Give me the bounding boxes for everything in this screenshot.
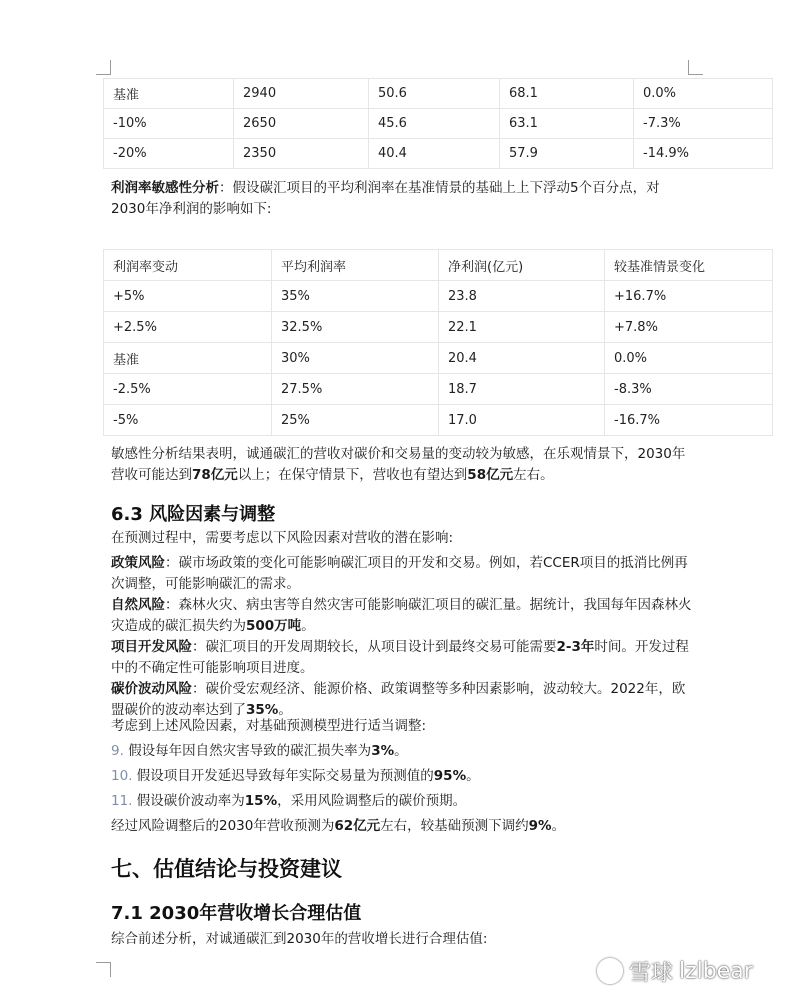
text-run: 。 xyxy=(301,618,315,634)
table-cell: 30% xyxy=(272,343,439,374)
text-run: 时间。开发过程中的不确定性可能影响项目进度。 xyxy=(111,639,689,676)
column-header: 较基准情景变化 xyxy=(605,250,773,281)
paragraph-text: ：碳市场政策的变化可能影响碳汇项目的开发和交易。例如，若CCER项目的抵消比例再次调整，可能影响碳汇的需求。 xyxy=(111,555,688,592)
text-run: 。 xyxy=(551,818,566,834)
risk-development-paragraph xyxy=(111,637,696,679)
adjustment-intro-paragraph: 考虑到上述风险因素，对基础预测模型进行适当调整: xyxy=(111,718,427,734)
table-cell: -8.3% xyxy=(605,374,773,405)
bold-figure: 62亿元 xyxy=(334,818,381,834)
list-item xyxy=(111,766,696,787)
paragraph-label: 利润率敏感性分析 xyxy=(111,180,219,196)
bold-figure: 500万吨 xyxy=(246,618,302,634)
text-run: 。 xyxy=(466,768,480,784)
text-run: 左右。 xyxy=(513,467,554,483)
table-cell: -5% xyxy=(104,405,272,436)
table-cell: -14.9% xyxy=(634,139,773,169)
table-row xyxy=(104,312,773,343)
table-row xyxy=(104,374,773,405)
bold-figure: 2-3年 xyxy=(556,639,595,655)
table-row xyxy=(104,405,773,436)
paragraph-text: ：碳价受宏观经济、能源价格、政策调整等多种因素影响，波动较大。2022年，欧盟碳价的波动率达到了 xyxy=(111,681,686,718)
list-number: 11. xyxy=(111,793,133,809)
text-run: 假设项目开发延迟导致每年实际交易量为预测值的 xyxy=(136,768,434,784)
table-cell: 2650 xyxy=(234,109,369,139)
text-run: ，采用风险调整后的碳价预期。 xyxy=(277,793,467,809)
table-cell: +2.5% xyxy=(104,312,272,343)
table-cell: +7.8% xyxy=(605,312,773,343)
xueqiu-watermark xyxy=(597,958,753,984)
carbon-price-sensitivity-table xyxy=(103,78,773,169)
table-cell: -20% xyxy=(104,139,234,169)
list-number: 9. xyxy=(111,743,124,759)
text-run: 敏感性分析结果表明，诚通碳汇的营收对碳价和交易量的变动较为敏感，在乐观情景下，2030年营收可能达到 xyxy=(111,446,686,483)
bold-figure: 35% xyxy=(246,702,279,718)
table-cell: +5% xyxy=(104,281,272,312)
watermark-brand: 雪球 xyxy=(629,960,674,986)
page-corner-mark xyxy=(688,60,703,75)
table-cell: -10% xyxy=(104,109,234,139)
list-number: 10. xyxy=(111,768,133,784)
xueqiu-logo-icon xyxy=(597,958,623,984)
risk-natural-paragraph xyxy=(111,595,696,637)
bold-figure: 95% xyxy=(433,768,467,784)
table-row xyxy=(104,79,773,109)
bold-figure: 3% xyxy=(371,743,395,759)
table-cell: 18.7 xyxy=(439,374,605,405)
table-cell: 25% xyxy=(272,405,439,436)
column-header: 利润率变动 xyxy=(104,250,272,281)
table-row xyxy=(104,343,773,374)
table-row xyxy=(104,109,773,139)
table-cell: 基准 xyxy=(104,343,272,374)
profit-sensitivity-paragraph xyxy=(111,178,691,220)
column-header: 净利润(亿元) xyxy=(439,250,605,281)
text-run: 以上；在保守情景下，营收也有望达到 xyxy=(237,467,468,483)
paragraph-label: 项目开发风险 xyxy=(111,639,192,655)
list-item xyxy=(111,741,696,762)
valuation-intro-paragraph: 综合前述分析，对诚通碳汇到2030年的营收增长进行合理估值: xyxy=(111,931,488,947)
text-run: 假设碳价波动率为 xyxy=(136,793,245,809)
chapter-heading-7: 七、估值结论与投资建议 xyxy=(111,857,342,881)
text-run: 左右，较基础预测下调约 xyxy=(380,818,529,834)
table-cell: +16.7% xyxy=(605,281,773,312)
paragraph-text: ：森林火灾、病虫害等自然灾害可能影响碳汇项目的碳汇量。据统计，我国每年因森林火灾造成的碳汇损失约为 xyxy=(111,597,692,634)
paragraph-label: 政策风险 xyxy=(111,555,165,571)
table-cell: -2.5% xyxy=(104,374,272,405)
paragraph-label: 碳价波动风险 xyxy=(111,681,192,697)
table-cell: 0.0% xyxy=(634,79,773,109)
risk-adjusted-forecast-paragraph xyxy=(111,816,696,837)
table-cell: 0.0% xyxy=(605,343,773,374)
table-cell: 23.8 xyxy=(439,281,605,312)
column-header: 平均利润率 xyxy=(272,250,439,281)
table-cell: -16.7% xyxy=(605,405,773,436)
table-cell: 57.9 xyxy=(500,139,634,169)
table-cell: 63.1 xyxy=(500,109,634,139)
list-item xyxy=(111,791,696,812)
profit-margin-sensitivity-table xyxy=(103,249,773,436)
watermark-user: lzlbear xyxy=(679,958,753,984)
table-cell: 27.5% xyxy=(272,374,439,405)
table-cell: 35% xyxy=(272,281,439,312)
table-cell: 32.5% xyxy=(272,312,439,343)
table-cell: 基准 xyxy=(104,79,234,109)
table-cell: 45.6 xyxy=(369,109,500,139)
section-heading-7-1: 7.1 2030年营收增长合理估值 xyxy=(111,903,362,924)
risk-price-volatility-paragraph xyxy=(111,679,696,721)
text-run: 经过风险调整后的2030年营收预测为 xyxy=(111,818,335,834)
bold-figure: 9% xyxy=(528,818,552,834)
page-corner-mark xyxy=(96,962,111,977)
paragraph-label: 自然风险 xyxy=(111,597,165,613)
table-cell: 22.1 xyxy=(439,312,605,343)
risk-intro-paragraph: 在预测过程中，需要考虑以下风险因素对营收的潜在影响: xyxy=(111,530,454,546)
bold-figure: 78亿元 xyxy=(192,467,238,483)
table-cell: 50.6 xyxy=(369,79,500,109)
paragraph-text: ：假设碳汇项目的平均利润率在基准情景的基础上上下浮动5个百分点，对2030年净利润的影响如下: xyxy=(111,180,660,217)
bold-figure: 58亿元 xyxy=(467,467,514,483)
table-row xyxy=(104,139,773,169)
sensitivity-conclusion-paragraph xyxy=(111,444,691,486)
table-cell: -7.3% xyxy=(634,109,773,139)
table-row xyxy=(104,281,773,312)
table-cell: 68.1 xyxy=(500,79,634,109)
table-header-row xyxy=(104,250,773,281)
table-cell: 2940 xyxy=(234,79,369,109)
page-corner-mark xyxy=(96,60,111,75)
table-cell: 17.0 xyxy=(439,405,605,436)
text-run: 。 xyxy=(278,702,292,718)
paragraph-text: ：碳汇项目的开发周期较长，从项目设计到最终交易可能需要 xyxy=(192,639,557,655)
section-heading-6-3: 6.3 风险因素与调整 xyxy=(111,504,276,525)
table-cell: 2350 xyxy=(234,139,369,169)
table-cell: 40.4 xyxy=(369,139,500,169)
bold-figure: 15% xyxy=(244,793,278,809)
text-run: 。 xyxy=(394,743,408,759)
risk-policy-paragraph xyxy=(111,553,696,595)
table-cell: 20.4 xyxy=(439,343,605,374)
text-run: 假设每年因自然灾害导致的碳汇损失率为 xyxy=(128,743,372,759)
